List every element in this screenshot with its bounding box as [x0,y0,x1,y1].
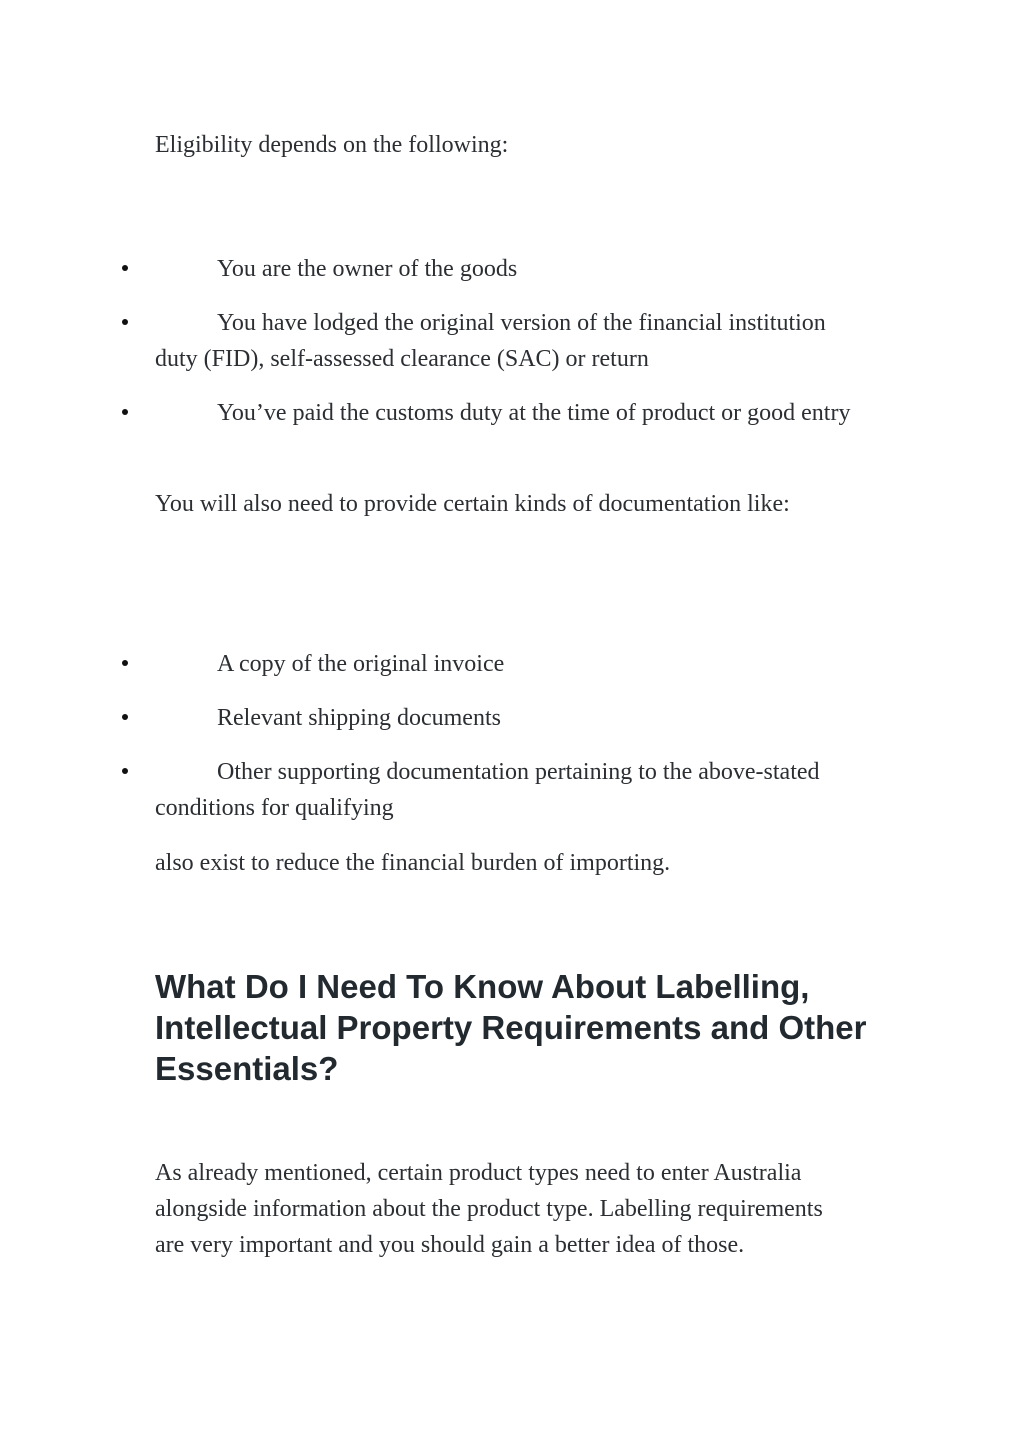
bullet-icon [122,409,128,415]
bullet-icon [122,768,128,774]
bullet-icon [122,319,128,325]
bullet-icon [122,714,128,720]
closing-paragraph: also exist to reduce the financial burden of importing. [155,850,671,876]
list-item-text: Relevant shipping documents [217,705,501,731]
list-item-text: You have lodged the original version of the financial institution duty (FID), self-assessed clearance (SAC) or return [155,310,826,372]
list-item-text: You are the owner of the goods [217,256,518,282]
bullet-icon [122,265,128,271]
eligibility-intro: Eligibility depends on the following: [155,132,509,158]
bullet-icon [122,660,128,666]
list-item-text: A copy of the original invoice [217,651,505,677]
section-heading: What Do I Need To Know About Labelling, Intellectual Property Requirements and Other Essentials? [155,968,867,1087]
list-item-text: You’ve paid the customs duty at the time of product or good entry [217,400,851,426]
list-item-text: Other supporting documentation pertaining to the above-stated conditions for qualifying [155,759,820,821]
section-body: As already mentioned, certain product types need to enter Australia alongside information about the product type. Labelling requirements are very important and you should gain a better idea of those. [155,1160,823,1258]
documentation-intro: You will also need to provide certain kinds of documentation like: [155,491,790,517]
